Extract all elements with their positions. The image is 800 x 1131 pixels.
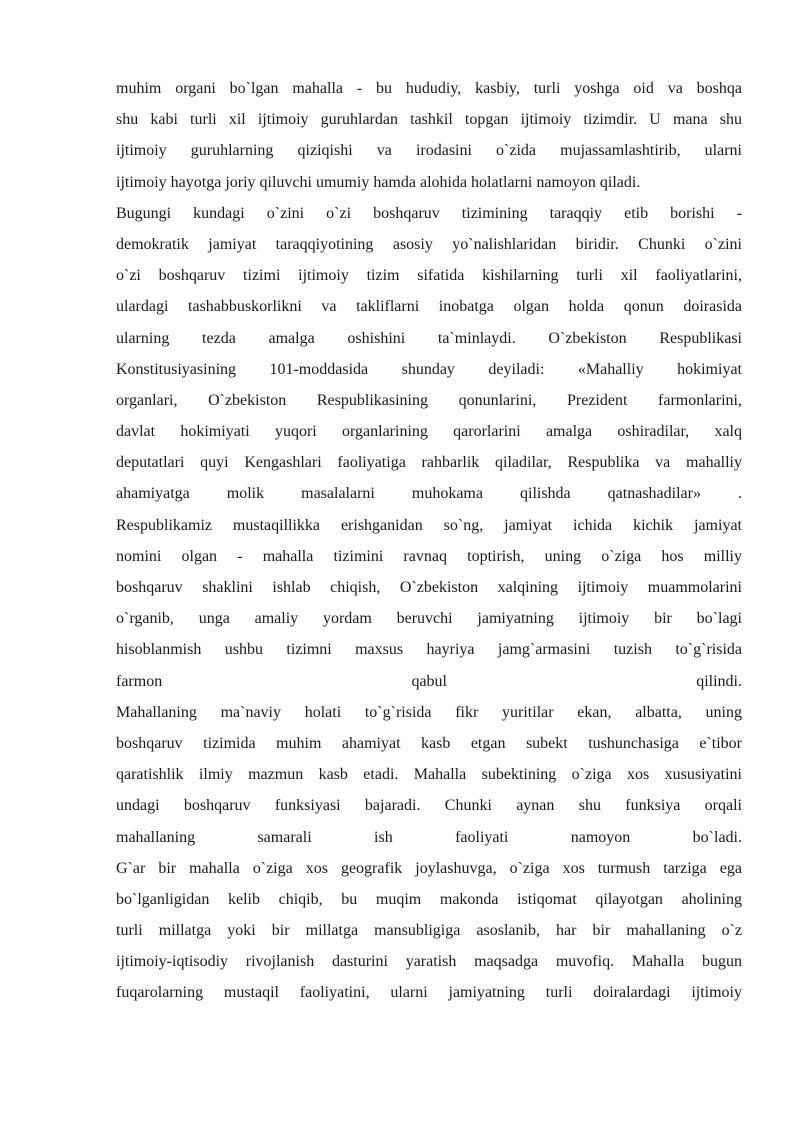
text-line: mahallaning samarali ish faoliyati namoyon bo`ladi.	[116, 828, 742, 846]
text-line: demokratik jamiyat taraqqiyotining asosiy yo`nalishlaridan biridir. Chunki o`zini	[116, 235, 742, 253]
text-line: davlat hokimiyati yuqori organlarining qarorlarini amalga oshiradilar, xalq	[116, 423, 742, 441]
text-line: deputatlari quyi Kengashlari faoliyatiga rahbarlik qiladilar, Respublika va mahalliy	[116, 454, 742, 472]
text-line: farmon qabul qilindi.	[116, 672, 742, 690]
text-line: o`zi boshqaruv tizimi ijtimoiy tizim sifatida kishilarning turli xil faoliyatlarini,	[116, 267, 742, 285]
text-line: ijtimoiy hayotga joriy qiluvchi umumiy hamda alohida holatlarni namoyon qiladi.	[116, 173, 641, 191]
text-line: boshqaruv tizimida muhim ahamiyat kasb etgan subekt tushunchasiga e`tibor	[116, 734, 742, 752]
text-line: Mahallaning ma`naviy holati to`g`risida fikr yuritilar ekan, albatta, uning	[116, 703, 742, 721]
text-line: ijtimoiy guruhlarning qiziqishi va irodasini o`zida mujassamlashtirib, ularni	[116, 142, 742, 160]
text-line: boshqaruv shaklini ishlab chiqish, O`zbekiston xalqining ijtimoiy muammolarini	[116, 579, 742, 596]
text-line: fuqarolarning mustaqil faoliyatini, ularni jamiyatning turli doiralardagi ijtimoiy	[116, 984, 742, 1002]
text-line: o`rganib, unga amaliy yordam beruvchi jamiyatning ijtimoiy bir bo`lagi	[116, 610, 742, 628]
text-line: shu kabi turli xil ijtimoiy guruhlardan tashkil topgan ijtimoiy tizimdir. U mana shu	[116, 111, 742, 129]
text-line: Bugungi kundagi o`zini o`zi boshqaruv tizimining taraqqiy etib borishi -	[116, 204, 742, 222]
text-line: G`ar bir mahalla o`ziga xos geografik joylashuvga, o`ziga xos turmush tarziga ega	[116, 859, 742, 877]
text-line: undagi boshqaruv funksiyasi bajaradi. Chunki aynan shu funksiya orqali	[116, 797, 742, 815]
text-line: muhim organi bo`lgan mahalla - bu hududiy, kasbiy, turli yoshga oid va boshqa	[116, 80, 742, 97]
text-line: qaratishlik ilmiy mazmun kasb etadi. Mahalla subektining o`ziga xos xususiyatini	[116, 766, 742, 784]
text-line: ijtimoiy-iqtisodiy rivojlanish dasturini yaratish maqsadga muvofiq. Mahalla bugun	[116, 953, 742, 971]
text-line: hisoblanmish ushbu tizimni maxsus hayriya jamg`armasini tuzish to`g`risida	[116, 641, 742, 659]
text-line: ulardagi tashabbuskorlikni va takliflarni inobatga olgan holda qonun doirasida	[116, 298, 742, 316]
text-line: Konstitusiyasining 101-moddasida shunday deyiladi: «Mahalliy hokimiyat	[116, 360, 742, 378]
text-line: organlari, O`zbekiston Respublikasining qonunlarini, Prezident farmonlarini,	[116, 391, 742, 409]
document-page	[116, 73, 742, 1009]
text-line: nomini olgan - mahalla tizimini ravnaq toptirish, uning o`ziga hos milliy	[116, 547, 742, 565]
text-line: turli millatga yoki bir millatga mansubligiga asoslanib, har bir mahallaning o`z	[116, 922, 742, 940]
text-line: ularning tezda amalga oshishini ta`minlaydi. O`zbekiston Respublikasi	[116, 329, 742, 347]
text-line: ahamiyatga molik masalalarni muhokama qilishda qatnashadilar» .	[116, 485, 742, 503]
text-line: bo`lganligidan kelib chiqib, bu muqim makonda istiqomat qilayotgan aholining	[116, 890, 742, 908]
text-line: Respublikamiz mustaqillikka erishganidan so`ng, jamiyat ichida kichik jamiyat	[116, 516, 742, 534]
